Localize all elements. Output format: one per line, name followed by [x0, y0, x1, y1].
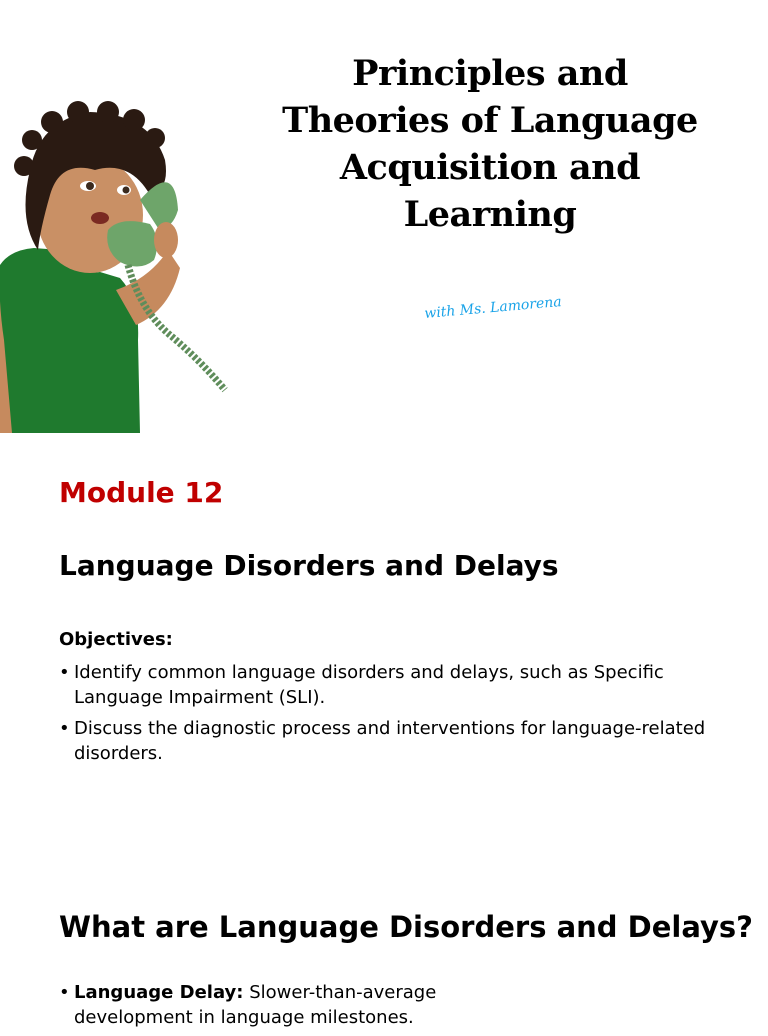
objectives-label: Objectives:	[59, 629, 173, 650]
instructor-subtitle: with Ms. Lamorena	[423, 294, 563, 322]
definition-text: Slower-than-average development in language milestones.	[74, 982, 437, 1028]
module-heading: Language Disorders and Delays	[59, 549, 559, 582]
title-line: Learning	[403, 194, 577, 235]
objective-item: • Identify common language disorders and delays, such as Specific Language Impairment (SLI).	[59, 660, 719, 710]
page-title	[280, 50, 700, 238]
child-on-phone-photo	[0, 100, 230, 433]
section-heading: What are Language Disorders and Delays?	[59, 910, 753, 944]
objective-item: • Discuss the diagnostic process and interventions for language-related disorders.	[59, 716, 719, 766]
definition-term: Language Delay:	[74, 982, 244, 1003]
title-line: Acquisition and	[339, 147, 641, 188]
definitions-list	[59, 980, 479, 1036]
objectives-list	[59, 660, 719, 772]
module-label: Module 12	[59, 476, 224, 509]
title-line: Theories of Language	[282, 100, 698, 141]
title-line: Principles and	[352, 53, 628, 94]
definition-item	[59, 980, 479, 1030]
